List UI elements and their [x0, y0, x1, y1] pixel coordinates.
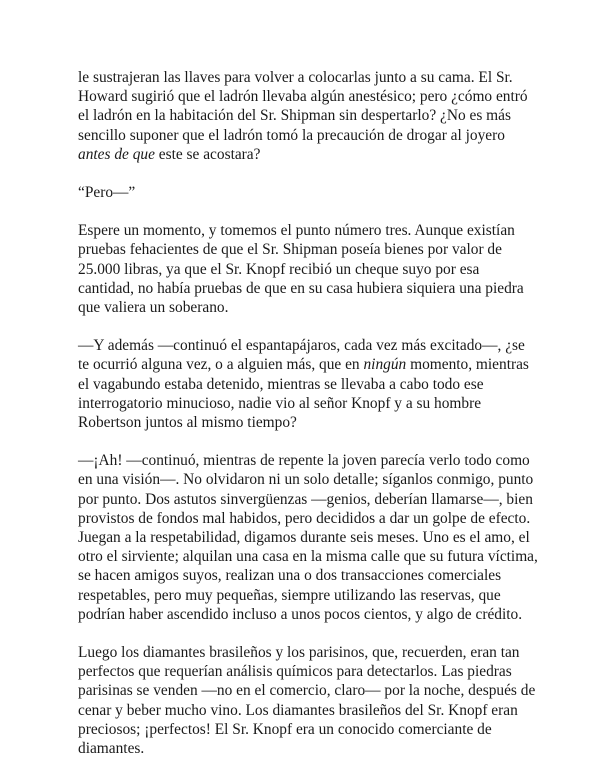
- paragraph-4-emphasis: ningún: [363, 356, 407, 374]
- paragraph-2: [78, 183, 538, 202]
- paragraph-6-text: Luego los diamantes brasileños y los parisinos, que, recuerden, eran tan perfectos que requerían análisis químicos para detectarlos. Las piedras parisinas se venden —no en el comercio, claro— por la noche, después de cenar y beber mucho vino. Los diamantes brasileños del Sr. Knopf eran preciosos; ¡perfectos! El Sr. Knopf era un conocido comerciante de diamantes.: [78, 644, 536, 758]
- paragraph-5: [78, 451, 538, 624]
- paragraph-1-text: le sustrajeran las llaves para volver a colocarlas junto a su cama. El Sr. Howard sugirió que el ladrón llevaba algún anestésico; pero ¿cómo entró el ladrón en la habitación del Sr. Shipman sin despertarlo? ¿No es más sencillo suponer que el ladrón tomó la precaución de drogar al joyero: [78, 69, 528, 144]
- paragraph-2-text: “Pero—”: [78, 184, 136, 202]
- paragraph-3: [78, 221, 538, 317]
- paragraph-4: [78, 336, 538, 432]
- paragraph-1-text-end: este se acostara?: [154, 145, 261, 163]
- paragraph-1: [78, 68, 538, 164]
- paragraph-5-text: —¡Ah! —continuó, mientras de repente la joven parecía verlo todo como en una visión—. No olvidaron ni un solo detalle; síganlos conmigo, punto por punto. Dos astutos sinvergüenzas —genios, deberían llamarse—, bien provistos de fondos mal habidos, pero decididos a dar un golpe de efecto. Juegan a la respetabilidad, digamos durante seis meses. Uno es el amo, el otro el sirviente; alquilan una casa en la misma calle que su futura víctima, se hacen amigos suyos, realizan una o dos transacciones comerciales respetables, pero muy pequeñas, siempre utilizando las reservas, que podrían haber ascendido incluso a unos pocos cientos, y algo de crédito.: [78, 452, 538, 623]
- paragraph-1-emphasis: antes de que: [78, 145, 155, 163]
- paragraph-6: [78, 643, 538, 758]
- paragraph-4-text: —Y además —continuó el espantapájaros, cada vez más excitado—, ¿se te ocurrió alguna vez, o a alguien más, que en: [78, 337, 525, 374]
- paragraph-3-text: Espere un momento, y tomemos el punto número tres. Aunque existían pruebas fehacientes de que el Sr. Shipman poseía bienes por valor de 25.000 libras, ya que el Sr. Knopf recibió un cheque suyo por esa cantidad, no había pruebas de que en su casa hubiera siquiera una piedra que valiera un soberano.: [78, 222, 524, 317]
- paragraph-4-text-end: momento, mientras el vagabundo estaba detenido, mientras se llevaba a cabo todo ese interrogatorio minucioso, nadie vio al señor Knopf y a su hombre Robertson juntos al mismo tiempo?: [78, 356, 529, 432]
- document-page: [78, 68, 538, 777]
